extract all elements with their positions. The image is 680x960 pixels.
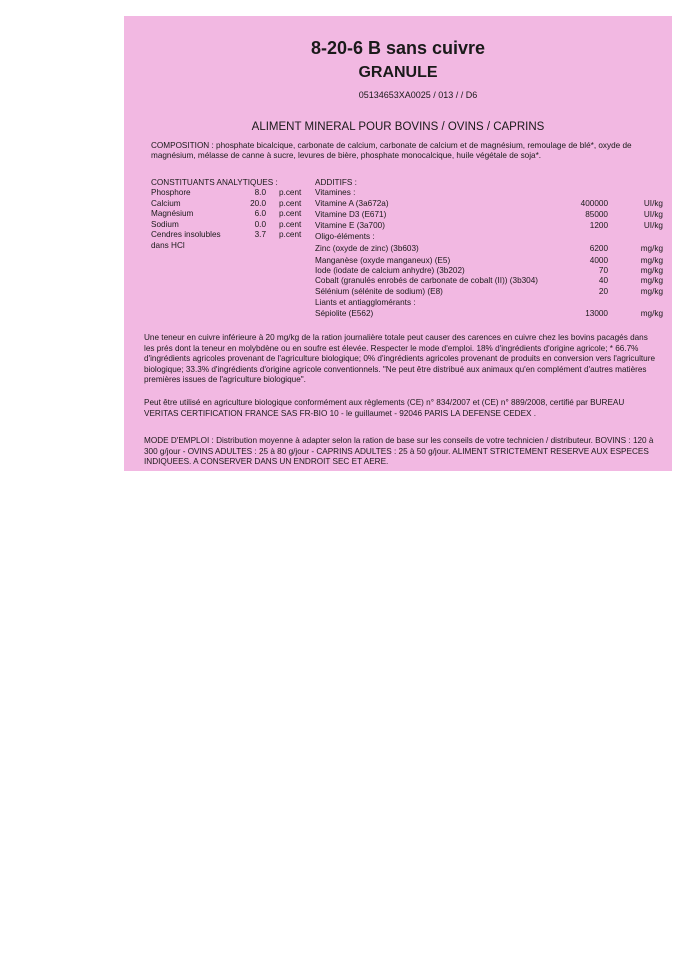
analytical-row-unit: p.cent: [279, 230, 302, 239]
additive-row-unit: UI/kg: [643, 210, 663, 219]
composition-text: COMPOSITION : phosphate bicalcique, carbonate de calcium, carbonate de calcium et de magnésium, remoulage de blé*, oxyde de magnésium, mélasse de canne à sucre, levures de bière, phosphate monocalcique, huile végétale de soja*.: [151, 141, 632, 160]
analytical-row-unit: p.cent: [279, 219, 302, 229]
additive-row-unit: mg/kg: [640, 276, 663, 285]
additive-row-name: Vitamines :: [315, 188, 356, 197]
additive-row-unit: mg/kg: [640, 266, 663, 275]
analytical-row-name: Calcium: [151, 198, 181, 208]
additive-row-name: Vitamine D3 (E671): [315, 210, 387, 219]
additive-row-value: 70: [598, 266, 608, 275]
additive-row-name: Sépiolite (E562): [315, 309, 374, 318]
additive-row-unit: mg/kg: [640, 256, 663, 265]
additive-row-value: 20: [598, 287, 608, 296]
additive-row-value: 40: [598, 276, 608, 285]
additive-row-unit: mg/kg: [640, 287, 663, 296]
additive-row-unit: mg/kg: [640, 244, 663, 253]
analytical-row-value: 3.7: [254, 230, 266, 239]
additive-row-value: 85000: [585, 210, 608, 219]
analytical-row-name: Phosphore: [151, 188, 191, 197]
additive-row-name: Vitamine E (3a700): [315, 221, 385, 230]
additive-row-unit: UI/kg: [643, 199, 663, 208]
analytical-row-value: 6.0: [254, 209, 266, 218]
additive-row-unit: mg/kg: [640, 309, 663, 318]
usage-instructions-text: MODE D'EMPLOI : Distribution moyenne à adapter selon la ration de base sur les conseils de votre technicien / distributeur. BOVINS : 120 à 300 g/jour - OVINS ADULTES : 25 à 80 g/jour - CAPRINS ADULTES : 25 à 50 g/jour. ALIMENT STRICTEMENT RESERVE AUX ESPECES INDIQUEES. A CONSERVER DANS UN ENDROIT SEC ET AERE.: [144, 436, 654, 466]
additive-row-name: Liants et antiagglomérants :: [315, 298, 416, 307]
analytical-row-value: 0.0: [254, 219, 266, 229]
scan-top-edge: [0, 0, 680, 12]
product-code: 05134653XA0025 / 013 / / D6: [358, 90, 478, 100]
additive-row-value: 13000: [585, 309, 608, 318]
additive-row-value: 6200: [589, 244, 608, 253]
analytical-row-name: Sodium: [151, 219, 179, 229]
additive-row-unit: UI/kg: [643, 221, 663, 230]
analytical-row-unit: p.cent: [279, 198, 302, 208]
additive-row-value: 4000: [589, 256, 608, 265]
additive-row-name: Oligo-éléments :: [315, 232, 375, 241]
product-name: 8-20-6 B sans cuivre: [310, 38, 486, 58]
analytical-heading: CONSTITUANTS ANALYTIQUES :: [151, 178, 278, 187]
additive-row-name: Manganèse (oxyde manganeux) (E5): [315, 256, 451, 265]
analytical-row-value: 20.0: [250, 198, 266, 208]
feed-label: [124, 16, 672, 471]
additive-row-name: Zinc (oxyde de zinc) (3b603): [315, 244, 419, 253]
additive-row-name: Cobalt (granulés enrobés de carbonate de cobalt (II)) (3b304): [315, 276, 539, 285]
additive-row-value: 400000: [580, 199, 608, 208]
additive-row-value: 1200: [589, 221, 608, 230]
copper-warning-text: Une teneur en cuivre inférieure à 20 mg/kg de la ration journalière totale peut causer des carences en cuivre chez les bovins pacagés dans les prés dont la teneur en molybdène ou en soufre est élevée. Respecter le mode d'emploi. 18% d'ingrédients d'origine agricole; * 66.7% d'ingrédients agricoles provenant de l'agriculture biologique; 0% d'ingrédients agricoles provenant de produits en conversion vers l'agriculture biologique; 33.3% d'ingrédients d'origine agricole conventionnels. "Ne peut être distribué aux animaux qu'en complément d'autres matières premières issues de l'agriculture biologique".: [144, 333, 655, 384]
additive-row-name: Iode (iodate de calcium anhydre) (3b202): [315, 266, 465, 275]
additive-row-name: Sélénium (sélénite de sodium) (E8): [315, 287, 443, 296]
product-subtitle: ALIMENT MINERAL POUR BOVINS / OVINS / CAPRINS: [251, 121, 545, 133]
analytical-row-unit: p.cent: [279, 209, 302, 218]
product-form: GRANULE: [358, 64, 438, 81]
analytical-row-value: 8.0: [254, 188, 266, 197]
analytical-row-name: dans HCl: [151, 240, 185, 250]
analytical-row-name: Cendres insolubles: [151, 230, 221, 239]
organic-certification-text: Peut être utilisé en agriculture biologique conformément aux règlements (CE) n° 834/2007 et (CE) n° 889/2008, certifié par BUREAU VERITAS CERTIFICATION FRANCE SAS FR-BIO 10 - le guillaumet - 92046 PARIS LA DEFENSE CEDEX .: [144, 398, 625, 418]
additive-row-name: Vitamine A (3a672a): [315, 199, 389, 208]
analytical-row-unit: p.cent: [279, 188, 302, 197]
analytical-row-name: Magnésium: [151, 209, 194, 218]
additives-heading: ADDITIFS :: [315, 178, 357, 187]
